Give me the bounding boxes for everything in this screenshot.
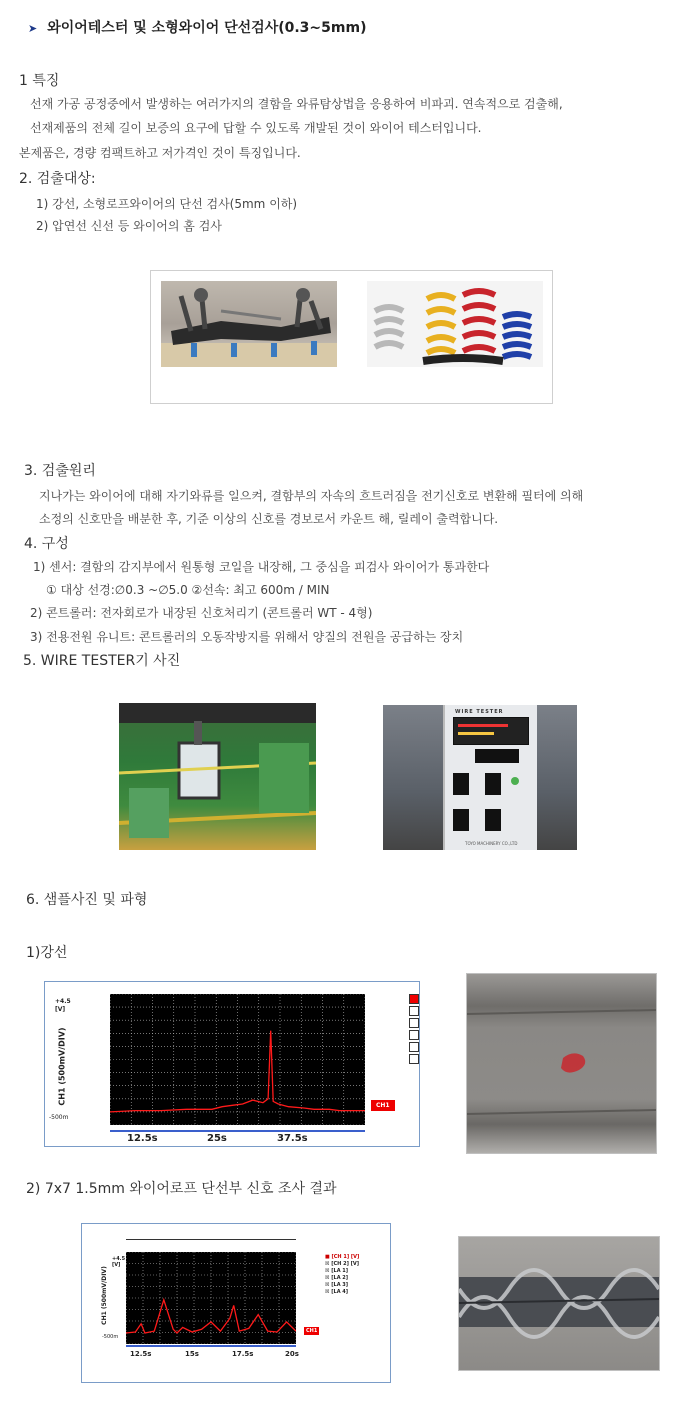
section-1-line: 본제품은, 경량 컴팩트하고 저가격인 것이 특징입니다. xyxy=(19,146,301,160)
section-2-item: 1) 강선, 소형로프와이어의 단선 검사(5mm 이하) xyxy=(36,197,298,211)
legend-checkbox[interactable] xyxy=(409,1030,419,1040)
section-3-line: 소정의 신호만을 배분한 후, 기준 이상의 신호를 경보로서 카운트 해, 릴레이 출력합니다. xyxy=(39,512,499,526)
suspension-photo xyxy=(161,281,337,367)
arrow-icon: ➤ xyxy=(28,22,38,35)
section-3-line: 지나가는 와이어에 대해 자기와류를 일으켜, 결함부의 자속의 흐트러짐을 전기신호로 변환해 필터에 의해 xyxy=(39,489,584,503)
legend-checkbox[interactable] xyxy=(409,1006,419,1016)
sensor-installation-photo xyxy=(119,703,316,850)
chart1-ytop: +4.5 [V] xyxy=(55,998,71,1013)
chart1-xtick: 12.5s xyxy=(127,1133,158,1144)
section-1-heading: 1 특징 xyxy=(19,73,60,89)
section-4-item: 3) 전용전원 유니트: 콘트롤러의 오동작방지를 위해서 양질의 전원을 공급하는 장치 xyxy=(30,630,464,644)
legend-checkbox[interactable] xyxy=(409,1018,419,1028)
waveform-chart-1 xyxy=(44,981,420,1147)
legend-checkbox[interactable] xyxy=(409,1042,419,1052)
panel-counter xyxy=(475,749,519,763)
controller-panel xyxy=(443,705,537,850)
legend-entry[interactable]: ☒ [LA 1] xyxy=(325,1268,349,1274)
panel-brand: WIRE TESTER xyxy=(455,709,504,715)
chart2-axis-bar xyxy=(126,1345,296,1347)
panel-switch xyxy=(453,809,469,831)
section-3-heading: 3. 검출원리 xyxy=(24,463,96,479)
section-4-heading: 4. 구성 xyxy=(24,536,69,552)
chart1-ylabel: CH1 (500mV/DIV) xyxy=(57,1027,67,1106)
chart1-ch1-marker: CH1 xyxy=(371,1100,395,1111)
legend-checkbox[interactable] xyxy=(409,994,419,1004)
chart2-xtick: 20s xyxy=(285,1350,299,1358)
chart2-ytop: +4.5 [V] xyxy=(112,1256,126,1268)
wire-rope-photo xyxy=(458,1236,660,1371)
chart2-ch1-marker: CH1 xyxy=(306,1328,318,1334)
panel-display xyxy=(453,717,529,745)
chart1-xtick: 37.5s xyxy=(277,1133,308,1144)
section-1-line: 선재제품의 전체 길이 보증의 요구에 답할 수 있도록 개발된 것이 와이어 테스터입니다. xyxy=(30,121,482,135)
waveform-chart-2 xyxy=(81,1223,391,1383)
chart2-ybottom: -500m xyxy=(102,1334,119,1340)
chart1-ybottom: -500m xyxy=(49,1114,69,1121)
springs-photo xyxy=(367,281,543,367)
panel-switch xyxy=(485,809,501,831)
chart1-axis-bar xyxy=(110,1130,365,1132)
chart1-plot xyxy=(110,994,365,1125)
chart2-xtick: 12.5s xyxy=(130,1350,152,1358)
sample-1-heading: 1)강선 xyxy=(26,945,68,961)
section-4-item: 1) 센서: 결함의 감지부에서 원통형 코일을 내장해, 그 중심을 피검사 와이어가 통과한다 xyxy=(33,560,490,574)
legend-entry[interactable]: ☒ [LA 3] xyxy=(325,1282,349,1288)
section-2-heading: 2. 검출대상: xyxy=(19,171,96,187)
product-photo-frame xyxy=(150,270,553,404)
legend-entry[interactable]: ☒ [CH 2] [V] xyxy=(325,1261,360,1267)
page-title: ➤ 와이어테스터 및 소형와이어 단선검사(0.3~5mm) xyxy=(28,20,367,36)
controller-panel-photo xyxy=(383,705,577,850)
section-2-item: 2) 압연선 신선 등 와이어의 홈 검사 xyxy=(36,219,222,233)
panel-switch xyxy=(485,773,501,795)
chart2-legend xyxy=(325,1254,359,1296)
panel-maker: TOYO MACHINERY CO.,LTD xyxy=(465,841,518,846)
chart2-xtick: 17.5s xyxy=(232,1350,254,1358)
power-led-icon xyxy=(511,777,519,785)
panel-switch xyxy=(453,773,469,795)
steel-wire-defect-photo xyxy=(466,973,657,1154)
section-4-item: ① 대상 선경:∅0.3 ~∅5.0 ②선속: 최고 600m / MIN xyxy=(46,583,330,597)
section-4-item: 2) 콘트롤러: 전자회로가 내장된 신호처리기 (콘트롤러 WT - 4형) xyxy=(30,606,373,620)
section-1-line: 선재 가공 공정중에서 발생하는 여러가지의 결함을 와류탐상법을 응용하여 비파괴. 연속적으로 검출해, xyxy=(30,97,563,111)
chart2-xtick: 15s xyxy=(185,1350,199,1358)
chart1-xtick: 25s xyxy=(207,1133,227,1144)
sample-2-heading: 2) 7x7 1.5mm 와이어로프 단선부 신호 조사 결과 xyxy=(26,1181,337,1197)
chart2-plot xyxy=(126,1252,296,1344)
legend-checkbox[interactable] xyxy=(409,1054,419,1064)
legend-entry[interactable]: ☒ [LA 2] xyxy=(325,1275,349,1281)
chart2-ylabel: CH1 (500mV/DIV) xyxy=(100,1266,108,1325)
section-5-heading: 5. WIRE TESTER기 사진 xyxy=(23,653,181,669)
legend-entry[interactable]: ☒ [LA 4] xyxy=(325,1289,349,1295)
legend-entry[interactable]: ■ [CH 1] [V] xyxy=(325,1254,360,1260)
section-6-heading: 6. 샘플사진 및 파형 xyxy=(26,892,148,908)
